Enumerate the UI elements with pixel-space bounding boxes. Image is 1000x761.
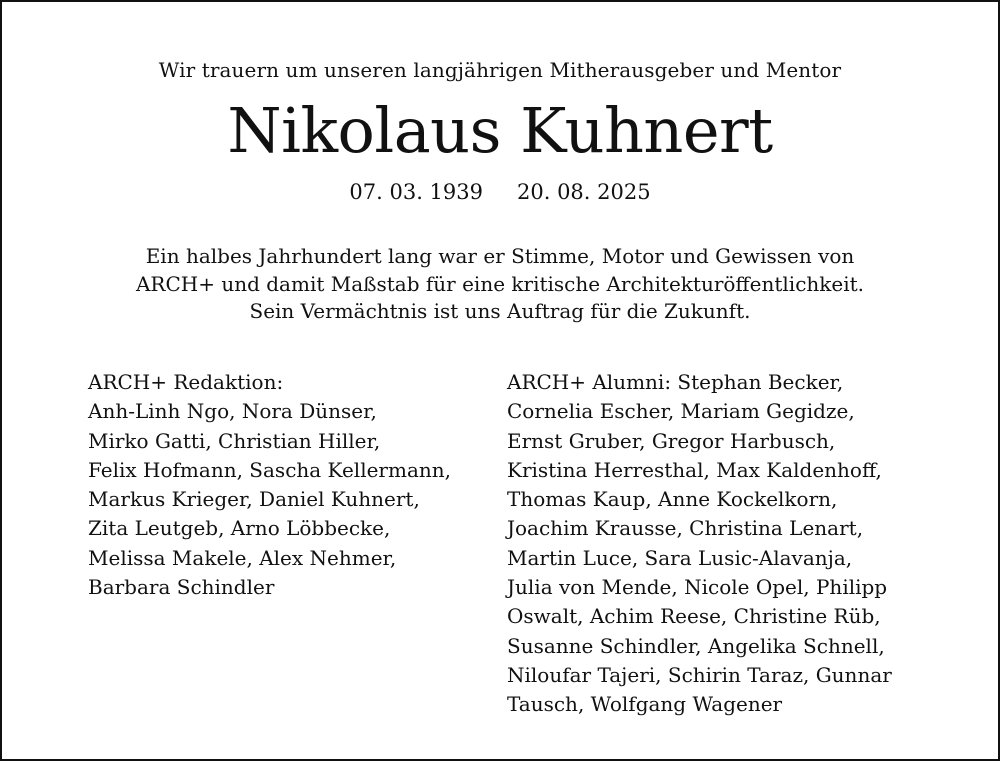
intro-line: Wir trauern um unseren langjährigen Mitherausgeber und Mentor <box>158 58 842 82</box>
redaktion-line: Barbara Schindler <box>88 575 275 600</box>
redaktion-line: Anh-Linh Ngo, Nora Dünser, <box>88 399 377 424</box>
statement-line: Sein Vermächtnis ist uns Auftrag für die Zukunft. <box>249 299 751 323</box>
alumni-line: Kristina Herresthal, Max Kaldenhoff, <box>507 457 882 482</box>
redaktion-line: Zita Leutgeb, Arno Löbbecke, <box>88 516 391 541</box>
alumni-list <box>507 368 892 720</box>
alumni-line: Ernst Gruber, Gregor Harbusch, <box>507 428 836 453</box>
statement-line: ARCH+ und damit Maßstab für eine kritische Architekturöffentlichkeit. <box>135 271 865 296</box>
death-date: 20. 08. 2025 <box>517 180 651 204</box>
alumni-line: Tausch, Wolfgang Wagener <box>507 692 783 717</box>
alumni-line: Oswalt, Achim Reese, Christine Rüb, <box>507 604 881 629</box>
alumni-line: Julia von Mende, Nicole Opel, Philipp <box>507 575 888 600</box>
alumni-line: Joachim Krausse, Christina Lenart, <box>507 516 864 541</box>
deceased-name: Nikolaus Kuhnert <box>227 94 773 167</box>
life-dates <box>0 178 1000 206</box>
redaktion-line: Melissa Makele, Alex Nehmer, <box>88 545 397 570</box>
redaktion-line: Markus Krieger, Daniel Kuhnert, <box>88 487 420 512</box>
alumni-heading: ARCH+ Alumni: Stephan Becker, <box>507 370 844 394</box>
tribute-statement <box>0 243 1000 326</box>
birth-date: 07. 03. 1939 <box>349 180 483 204</box>
alumni-line: Niloufar Tajeri, Schirin Taraz, Gunnar <box>507 662 892 687</box>
alumni-line: Thomas Kaup, Anne Kockelkorn, <box>507 487 838 512</box>
redaktion-heading: ARCH+ Redaktion: <box>88 370 284 394</box>
alumni-line: Susanne Schindler, Angelika Schnell, <box>507 633 885 658</box>
redaktion-list <box>88 368 451 602</box>
statement-line: Ein halbes Jahrhundert lang war er Stimme, Motor und Gewissen von <box>145 244 855 268</box>
redaktion-line: Felix Hofmann, Sascha Kellermann, <box>88 457 451 482</box>
alumni-line: Martin Luce, Sara Lusic-Alavanja, <box>507 545 853 570</box>
redaktion-line: Mirko Gatti, Christian Hiller, <box>88 428 381 453</box>
alumni-line: Cornelia Escher, Mariam Gegidze, <box>507 399 855 424</box>
